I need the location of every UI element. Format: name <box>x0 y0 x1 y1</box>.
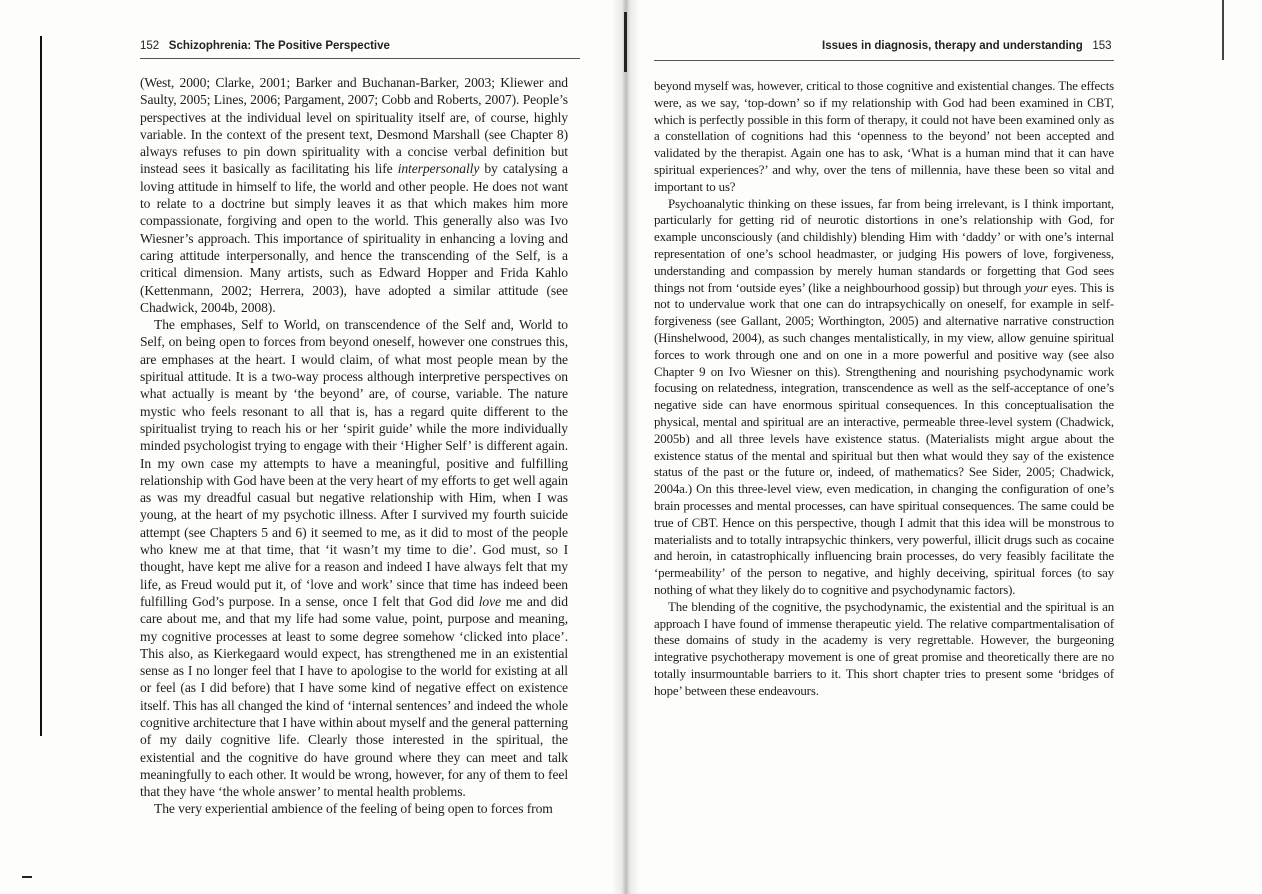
left-body-text <box>140 74 568 818</box>
paragraph <box>140 800 568 817</box>
italic-text: love <box>478 593 501 609</box>
right-header-rule <box>654 60 1114 61</box>
text-run: me and did care about me, and that my life had some value, point, purpose and meaning, my cognitive processes at least to some degree somehow ‘clicked into place’. This also, as Kierkegaard would expect, has strengthened me in an existential sense as I no longer feel that I have to apologise to the world for existing at all or feel (as I did before) that I have some kind of negative effect on existence itself. This has all changed the kind of ‘internal sentences’ and indeed the whole cognitive architecture that I have within about myself and the general patterning of my daily cognitive life. Clearly those interested in the spiritual, the existential and the cognitive do have ground where they can meet and talk meaningfully to each other. It would be wrong, however, for any of them to feel that they have ‘the whole answer’ to mental health problems. <box>140 593 569 800</box>
left-running-head <box>140 40 390 52</box>
text-run: The very experiential ambience of the feeling of being open to forces from <box>154 801 553 817</box>
right-folio: 153 <box>1092 40 1112 52</box>
text-run: The blending of the cognitive, the psychodynamic, the existential and the spiritual is an approach I have found of immense therapeutic yield. The relative compartmentalisation of these domains of study in the academy is very regrettable. However, the burgeoning integrative psychotherapy movement is one of great promise and theoretically there are no totally insurmountable barriers to it. This short chapter tries to present some ‘bridges of hope’ between these endeavours. <box>654 599 1114 698</box>
text-run: (West, 2000; Clarke, 2001; Barker and Buchanan-Barker, 2003; Kliewer and Saulty, 2005; Lines, 2006; Pargament, 2007; Cobb and Roberts, 2007). People’s perspectives at the individual level on spirituality itself are, of course, highly variable. In the context of the present text, Desmond Marshall (see Chapter 8) always refuses to pin down spirituality with a concise verbal definition but instead sees it basically as facilitating his life <box>140 75 568 177</box>
left-folio: 152 <box>140 40 160 52</box>
italic-text: your <box>1024 280 1048 295</box>
paragraph <box>654 599 1114 700</box>
left-page <box>0 0 618 894</box>
italic-text: interpersonally <box>397 161 480 177</box>
text-run: by catalysing a loving attitude in himself to life, the world and other people. He does not want to relate to a doctrine but simply leaves it as that which makes him more compassionate, forgiving and open to the world. This generally also was Ivo Wiesner’s approach. This importance of spirituality in enhancing a loving and caring attitude interpersonally, and hence the transcending of the Self, is a critical dimension. Many artists, such as Edward Hopper and Frida Kahlo (Kettenmann, 2002; Herrera, 2003), have adopted a similar attitude (see Chadwick, 2004b, 2008). <box>140 161 568 315</box>
gutter-shadow <box>624 12 627 72</box>
text-run: Psychoanalytic thinking on these issues, far from being irrelevant, is I think important, particularly for getting rid of neurotic distortions in one’s relationship with God, for example unconsciously (and childishly) blending Him with ‘daddy’ or with one’s internal representation of one’s school headmaster, or judging His powers of love, forgiveness, understanding and compassion by merely human standards or forgetting that God sees things not from ‘outside eyes’ (like a neighbourhood gossip) but through <box>654 196 1114 295</box>
paragraph <box>654 78 1114 196</box>
right-body-text <box>654 78 1114 699</box>
right-running-title: Issues in diagnosis, therapy and understanding <box>822 40 1083 52</box>
paragraph <box>140 74 568 316</box>
text-run: The emphases, Self to World, on transcendence of the Self and, World to Self, on being open to forces from beyond oneself, however one construes this, are emphases at the heart. I would claim, of what most people mean by the spiritual attitude. It is a two-way process although interpretive perspectives on what actually is meant by ‘the beyond’ are, of course, variable. The nature mystic who feels resonant to all that is, has a regard quite different to the spiritualist trying to reach his or her ‘spirit guide’ while the more individually minded psychologist trying to engage with their ‘Higher Self’ is different again. In my own case my attempts to have a meaningful, positive and fulfilling relationship with God have been at the very heart of my efforts to get well again as was my dreadful casual but negative relationship with Him, when I was young, at the heart of my psychotic illness. After I survived my fourth suicide attempt (see Chapters 5 and 6) it seemed to me, as it did to most of the people who knew me at that time, that ‘it wasn’t my time to die’. God must, so I thought, have kept me alive for a reason and indeed I have always felt that my life, as Freud would put it, of ‘love and work’ since that time has indeed been fulfilling God’s purpose. In a sense, once I felt that God did <box>140 317 568 609</box>
text-run: beyond myself was, however, critical to those cognitive and existential changes. The effects were, as we say, ‘top-down’ so if my relationship with God had been examined in CBT, which is perfectly possible in this form of therapy, it could not have been examined only as a constellation of cognitions had this ‘openness to the beyond’ not been accepted and validated by the therapist. Again one has to ask, ‘What is a human mind that it can have spiritual experiences?’ and why, over the tens of millennia, have these been so vital and important to us? <box>654 79 1114 194</box>
left-header-rule <box>140 58 580 59</box>
right-running-head <box>822 40 1112 52</box>
right-page <box>634 0 1262 894</box>
left-running-title: Schizophrenia: The Positive Perspective <box>168 40 390 52</box>
text-run: eyes. This is not to undervalue work that one can do intrapsychically on oneself, for example in self-forgiveness (see Gallant, 2005; Worthington, 2005) and alternative narrative construction (Hinshelwood, 2004), as such changes mentalistically, in my view, allow genuine spiritual forces to work through one and on one in a more powerful and positive way (see also Chapter 9 on Ivo Wiesner on this). Strengthening and nourishing psychodynamic work focusing on relatedness, integration, transcendence as well as the self-acceptance of one’s negative side can have enormous spiritual consequences. In this conceptualisation the physical, mental and spiritual are an interactive, permeable three-level system (Chadwick, 2005b) and all three levels have existence status. (Materialists might argue about the existence status of the mental and spiritual but then what would they say of the existence status of the past or the future or, indeed, of mathematics? See Sider, 2005; Chadwick, 2004a.) On this three-level view, even medication, in changing the configuration of one’s brain processes and mental processes, can have spiritual consequences. The same could be true of CBT. Hence on this perspective, though I admit that this idea will be monstrous to materialists and to totally intrapsychic thinkers, very powerful, illicit drugs such as cocaine and heroin, in catastrophically influencing brain processes, do very feasibly facilitate the ‘permeability’ of the person to negative, and highly deceiving, spiritual forces (to say nothing of what they likely do to cognitive and psychodynamic factors). <box>654 280 1114 597</box>
paragraph <box>654 196 1114 599</box>
paragraph <box>140 316 568 800</box>
